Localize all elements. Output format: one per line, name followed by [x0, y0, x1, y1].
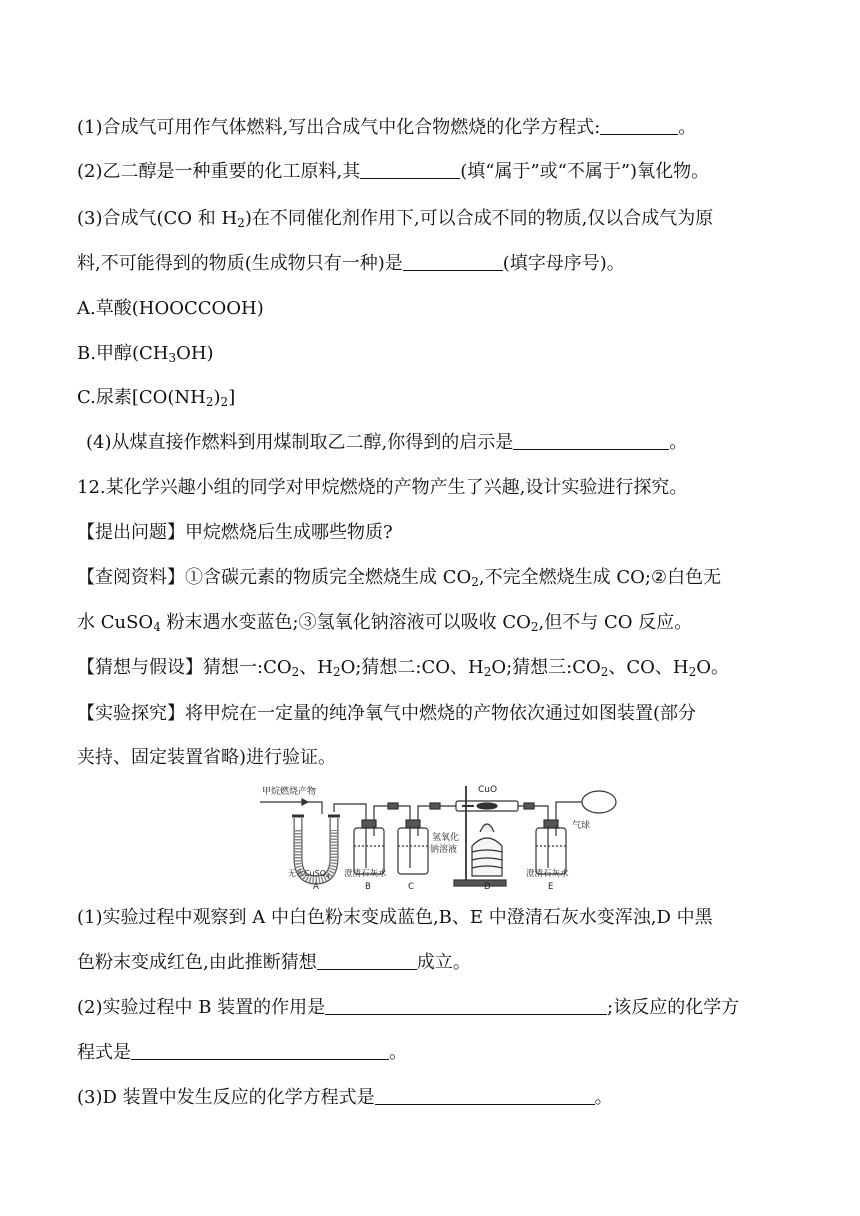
q12-question: 【提出问题】甲烷燃烧后生成哪些物质? [77, 522, 393, 543]
answer-blank[interactable] [403, 252, 503, 271]
q12-experiment-line2: 夹持、固定装置省略)进行验证。 [77, 747, 337, 768]
naoh-label-2: 钠溶液 [430, 845, 458, 855]
q12-sub1-line1: (1)实验过程中观察到 A 中白色粉末变成蓝色,B、E 中澄清石灰水变浑浊,D 中黑 [77, 907, 713, 928]
q12-experiment-line1: 【实验探究】将甲烷在一定量的纯净氧气中燃烧的产物依次通过如图装置(部分 [77, 703, 697, 724]
label-b: B [365, 882, 371, 892]
option-b: B.甲醇$(CH_3OH)$ [77, 343, 214, 365]
q12-sub3: (3)D 装置中发生反应的化学方程式是 。 [77, 1087, 613, 1108]
balloon-label: 气球 [572, 821, 591, 831]
answer-blank[interactable] [375, 1086, 595, 1105]
q12-hypothesis: 【猜想与假设】猜想一$:CO_2$、$H_2O$;猜想二:CO、$H_2O$;猜想三$:CO_2$、CO、$H_2O$。 [77, 657, 730, 679]
answer-blank[interactable] [600, 116, 678, 135]
option-a: A.草酸(HOOCCOOH) [77, 298, 264, 319]
answer-blank[interactable] [325, 996, 607, 1015]
apparatus-figure [258, 780, 628, 892]
q12-sub2-line1: (2)实验过程中 B 装置的作用是 ;该反应的化学方 [77, 997, 740, 1018]
q12-sub1-line2: 色粉末变成红色,由此推断猜想 成立。 [77, 952, 471, 973]
limewater-label-e: 澄清石灰水 [526, 869, 569, 879]
q12-stem: 12.某化学兴趣小组的同学对甲烷燃烧的产物产生了兴趣,设计实验进行探究。 [77, 477, 688, 498]
naoh-label-1: 氢氧化 [432, 833, 460, 843]
label-c: C [408, 882, 414, 892]
option-c: C.尿素$[CO(NH_2)_2]$ [77, 387, 236, 409]
q12-sub2-line2: 程式是 。 [77, 1042, 407, 1063]
label-d: D [484, 882, 491, 892]
q11-part3-line2: 料,不可能得到的物质(生成物只有一种)是 (填字母序号)。 [77, 253, 625, 274]
q11-part1: (1)合成气可用作气体燃料,写出合成气中化合物燃烧的化学方程式: 。 [77, 117, 697, 138]
answer-blank[interactable] [513, 431, 669, 450]
answer-blank[interactable] [360, 160, 460, 179]
q11-part4: (4)从煤直接作燃料到用煤制取乙二醇,你得到的启示是 。 [86, 432, 688, 453]
label-a: A [313, 882, 319, 892]
limewater-label-b: 澄清石灰水 [344, 869, 387, 879]
q12-info-line1: 【查阅资料】①含碳元素的物质完全燃烧生成 $CO_2$,不完全燃烧生成 CO;②白色无 [77, 567, 722, 589]
q12-info-line2: 水 CuSO$_4$ 粉末遇水变蓝色;③氢氧化钠溶液可以吸收 $CO_2$,但不与 CO 反应。 [77, 612, 693, 634]
answer-blank[interactable] [317, 951, 417, 970]
label-e: E [548, 882, 554, 892]
q11-part3-line1: (3)合成气(CO 和 $H_2$)在不同催化剂作用下,可以合成不同的物质,仅以合成气为原 [77, 208, 714, 230]
cuso4-label: 无水CuSO$_4$ [288, 869, 330, 880]
inlet-label: 甲烷燃烧产物 [262, 787, 317, 797]
q11-part2: (2)乙二醇是一种重要的化工原料,其 (填“属于”或“不属于”)氧化物。 [77, 161, 710, 182]
answer-blank[interactable] [131, 1041, 389, 1060]
cuo-label: CuO [478, 785, 498, 795]
